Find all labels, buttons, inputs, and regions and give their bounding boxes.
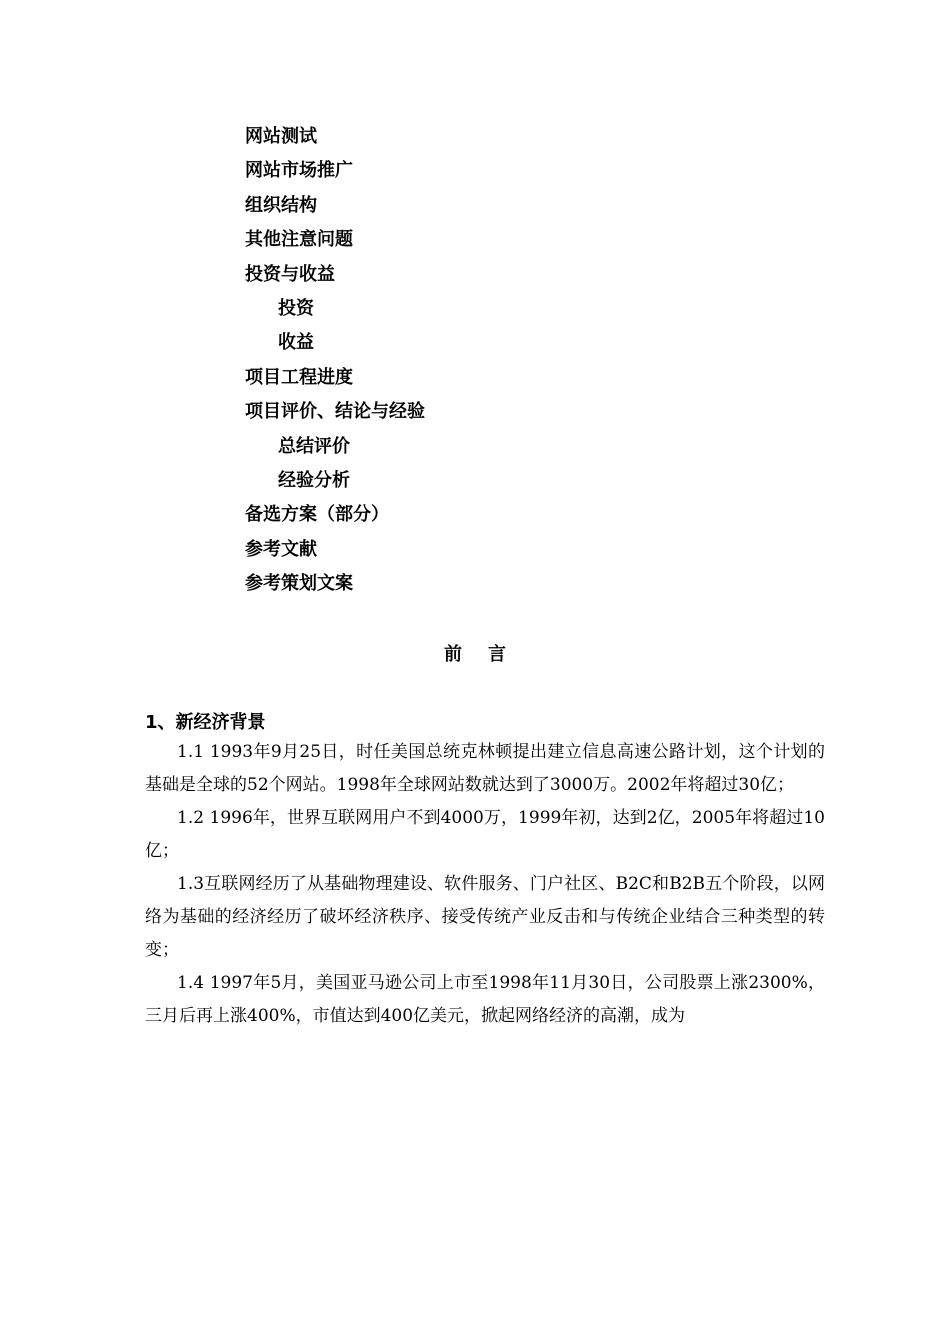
toc-item: 组织结构	[245, 194, 317, 216]
section-body	[145, 736, 825, 1033]
toc-item: 参考策划文案	[245, 573, 353, 595]
toc-item: 参考文献	[245, 538, 317, 560]
toc-item: 备选方案（部分）	[245, 504, 389, 526]
toc-item: 投资与收益	[245, 263, 335, 285]
paragraph: 1.4 1997年5月，美国亚马逊公司上市至1998年11月30日，公司股票上涨2300%，三月后再上涨400%，市值达到400亿美元，掀起网络经济的高潮，成为	[145, 973, 825, 1026]
toc-item: 网站市场推广	[245, 160, 353, 182]
toc-item: 项目评价、结论与经验	[245, 401, 425, 423]
table-of-contents	[245, 122, 425, 603]
toc-item: 网站测试	[245, 126, 317, 147]
toc-subitem: 经验分析	[278, 469, 350, 491]
toc-item: 其他注意问题	[245, 229, 353, 251]
paragraph: 1.2 1996年，世界互联网用户不到4000万，1999年初，达到2亿，2005年将超过10亿；	[145, 808, 825, 861]
toc-subitem: 收益	[278, 332, 314, 354]
paragraph: 1.1 1993年9月25日，时任美国总统克林顿提出建立信息高速公路计划，这个计划的基础是全球的52个网站。1998年全球网站数就达到了3000万。2002年将超过30亿；	[145, 742, 825, 795]
toc-subitem: 总结评价	[278, 435, 350, 457]
section-heading: 1、新经济背景	[145, 712, 266, 733]
preface-title: 前言	[444, 644, 532, 665]
toc-subitem: 投资	[278, 297, 314, 319]
toc-item: 项目工程进度	[245, 366, 353, 388]
paragraph: 1.3互联网经历了从基础物理建设、软件服务、门户社区、B2C和B2B五个阶段，以网络为基础的经济经历了破坏经济秩序、接受传统产业反击和与传统企业结合三种类型的转变；	[145, 874, 825, 960]
